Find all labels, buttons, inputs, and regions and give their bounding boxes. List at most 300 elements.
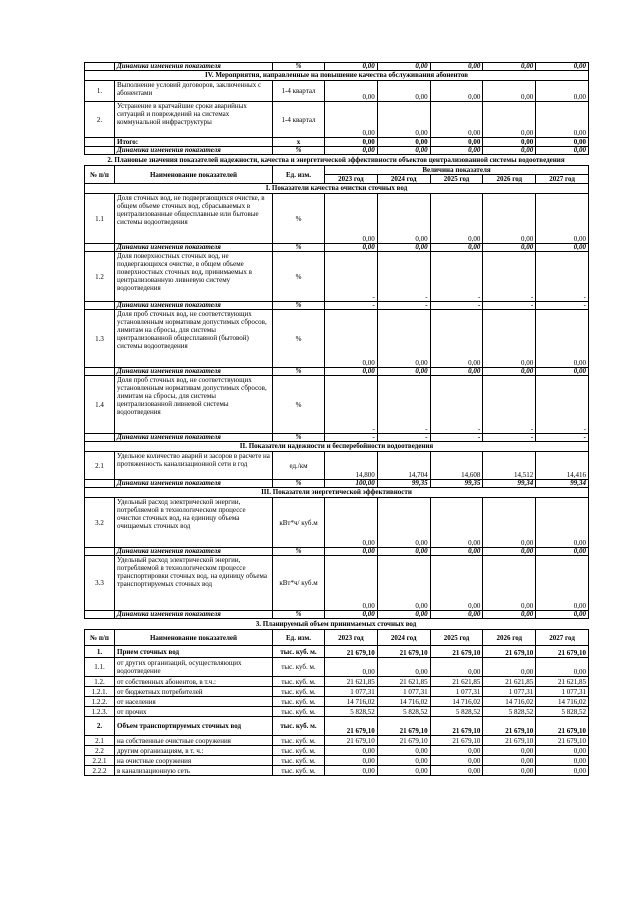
empty-cell	[85, 434, 115, 442]
value-cell: 0,00	[325, 368, 378, 376]
value-cell: 0,00	[377, 244, 430, 252]
table-row	[85, 677, 589, 687]
table-row	[85, 658, 589, 677]
row-number: 2.1	[85, 736, 115, 746]
unit-cell: тыс. куб. м.	[273, 756, 325, 766]
value-cell: 0,00	[483, 498, 536, 548]
header-value: Величина показателя	[325, 166, 589, 175]
section-3-caption: 3. Планируемый объем принимаемых сточных вод	[255, 620, 417, 628]
value-cell: 5 828,52	[430, 707, 483, 717]
table-row	[85, 556, 589, 611]
value-cell: 0,00	[483, 556, 536, 611]
unit-cell: тыс. куб. м.	[273, 697, 325, 707]
row-number: 2.2.1	[85, 756, 115, 766]
unit-cell: %	[273, 310, 325, 368]
row-number: 2.	[85, 717, 115, 736]
value-cell: 21 679,10	[536, 646, 589, 658]
section-header-row	[85, 71, 589, 81]
indicator-name: Устранение в кратчайшие сроки аварийных ситуаций и повреждений на системах коммунальной инфраструктуры	[115, 102, 273, 138]
value-cell: 0,00	[536, 81, 589, 102]
dynamics-row	[85, 63, 589, 71]
unit-cell: кВт*ч/ куб.м	[273, 498, 325, 548]
value-cell: 0,00	[483, 368, 536, 376]
dynamics-row	[85, 302, 589, 310]
empty-cell	[85, 368, 115, 376]
value-cell: 21 679,10	[483, 646, 536, 658]
value-cell: 14,416	[536, 452, 589, 480]
value-cell: 14,704	[377, 452, 430, 480]
dynamics-label: Динамика изменения показателя	[115, 480, 273, 488]
value-cell: -	[536, 434, 589, 442]
value-cell: 0,00	[536, 368, 589, 376]
value-cell: 0,00	[377, 147, 430, 155]
table-row	[85, 81, 589, 102]
value-cell: 99,34	[536, 480, 589, 488]
value-cell: 0,00	[325, 746, 378, 756]
dynamics-label: Динамика изменения показателя	[115, 244, 273, 252]
unit-cell: ед./км	[273, 452, 325, 480]
value-cell: 0,00	[377, 310, 430, 368]
table-row	[85, 756, 589, 766]
value-cell: 5 828,52	[536, 707, 589, 717]
dynamics-label: Динамика изменения показателя	[115, 63, 273, 71]
dynamics-row	[85, 147, 589, 155]
empty-cell	[85, 138, 115, 147]
year-header: 2027 год	[536, 630, 589, 646]
row-number: 2.1	[85, 452, 115, 480]
document-page	[84, 62, 588, 776]
value-cell: -	[430, 434, 483, 442]
value-cell: 21 679,10	[536, 717, 589, 736]
unit-cell: кВт*ч/ куб.м	[273, 556, 325, 611]
total-label: Итого:	[115, 138, 273, 147]
value-cell: 21 679,10	[536, 736, 589, 746]
indicator-name: от населения	[115, 697, 273, 707]
empty-cell	[85, 63, 115, 71]
value-cell: 0,00	[325, 147, 378, 155]
section-2-caption: 2. Плановые значения показателей надежности, качества и энергетической эффективности объектов централизованной системы водоотведения	[107, 156, 565, 164]
value-cell: 21 679,10	[430, 646, 483, 658]
value-cell: 1 077,31	[536, 687, 589, 697]
value-cell: 0,00	[536, 766, 589, 776]
header-unit: Ед. изм.	[273, 630, 325, 646]
year-header: 2026 год	[483, 630, 536, 646]
value-cell: 14,800	[325, 452, 378, 480]
value-cell: 0,00	[536, 194, 589, 244]
value-cell: 21 621,85	[430, 677, 483, 687]
table-row	[85, 102, 589, 138]
table-row	[85, 194, 589, 244]
year-header: 2025 год	[430, 630, 483, 646]
value-cell: 21 679,10	[325, 717, 378, 736]
value-cell: 0,00	[325, 138, 378, 147]
year-header: 2026 год	[483, 175, 536, 184]
value-cell: 21 679,10	[483, 717, 536, 736]
value-cell: -	[430, 252, 483, 302]
value-cell: 21 679,10	[377, 736, 430, 746]
value-cell: 0,00	[377, 138, 430, 147]
indicator-name: от других организаций, осуществляющих водоотведение	[115, 658, 273, 677]
indicator-name: другим организациям, в т. ч.:	[115, 746, 273, 756]
value-cell: 0,00	[377, 746, 430, 756]
value-cell: 21 621,85	[377, 677, 430, 687]
value-cell: 21 621,85	[325, 677, 378, 687]
empty-cell	[85, 480, 115, 488]
value-cell: 0,00	[430, 746, 483, 756]
value-cell: -	[377, 376, 430, 434]
value-cell: 0,00	[483, 81, 536, 102]
unit-cell: %	[273, 376, 325, 434]
value-cell: 0,00	[377, 498, 430, 548]
indicator-name: Прием сточных вод	[115, 646, 273, 658]
dynamics-row	[85, 434, 589, 442]
year-header: 2024 год	[377, 175, 430, 184]
unit-cell: %	[273, 368, 325, 376]
dynamics-label: Динамика изменения показателя	[115, 548, 273, 556]
unit-cell: %	[273, 194, 325, 244]
value-cell: 0,00	[377, 194, 430, 244]
row-number: 1.1	[85, 194, 115, 244]
value-cell: 21 679,10	[377, 646, 430, 658]
unit-cell: %	[273, 302, 325, 310]
empty-cell	[85, 611, 115, 619]
row-number: 1.2.	[85, 677, 115, 687]
value-cell: 0,00	[377, 63, 430, 71]
row-number: 2.	[85, 102, 115, 138]
value-cell: -	[325, 302, 378, 310]
section-header-row	[85, 442, 589, 452]
value-cell: 0,00	[325, 63, 378, 71]
header-unit: Ед. изм.	[273, 166, 325, 184]
value-cell: -	[483, 302, 536, 310]
value-cell: 0,00	[430, 138, 483, 147]
row-number: 3.2	[85, 498, 115, 548]
header-name: Наименование показателей	[115, 630, 273, 646]
unit-cell: тыс. куб. м.	[273, 717, 325, 736]
value-cell: 14 716,02	[325, 697, 378, 707]
value-cell: -	[430, 376, 483, 434]
row-number: 2.2.2	[85, 766, 115, 776]
value-cell: 1 077,31	[430, 687, 483, 697]
value-cell: 0,00	[536, 147, 589, 155]
indicator-name: Объем транспортируемых сточных вод	[115, 717, 273, 736]
table-row	[85, 252, 589, 302]
value-cell: 0,00	[430, 63, 483, 71]
value-cell: 0,00	[430, 81, 483, 102]
unit-cell: тыс. куб. м.	[273, 746, 325, 756]
value-cell: -	[483, 252, 536, 302]
value-cell: 0,00	[430, 548, 483, 556]
year-header: 2024 год	[377, 630, 430, 646]
value-cell: 0,00	[536, 556, 589, 611]
value-cell: 0,00	[325, 556, 378, 611]
value-cell: 0,00	[325, 244, 378, 252]
value-cell: 0,00	[325, 498, 378, 548]
value-cell: 21 679,10	[325, 646, 378, 658]
value-cell: 100,00	[325, 480, 378, 488]
value-cell: 0,00	[536, 138, 589, 147]
unit-cell: %	[273, 244, 325, 252]
indicator-name: Доля проб сточных вод, не соответствующих установленным нормативам допустимых сбросов, лимитам на сбросы, для системы централизованной ливневой системы водоотведения	[115, 376, 273, 434]
row-number: 1.	[85, 81, 115, 102]
year-header: 2025 год	[430, 175, 483, 184]
table-section-4	[84, 62, 589, 155]
indicator-name: на очистные сооружения	[115, 756, 273, 766]
value-cell: 14 716,02	[483, 697, 536, 707]
table-row	[85, 498, 589, 548]
dynamics-row	[85, 368, 589, 376]
value-cell: 0,00	[325, 310, 378, 368]
value-cell: 0,00	[430, 194, 483, 244]
section-header-row	[85, 184, 589, 194]
value-cell: 0,00	[536, 102, 589, 138]
value-cell: 0,00	[483, 138, 536, 147]
table-section-3	[84, 629, 589, 776]
indicator-name: от собственных абонентов, в т.ч.:	[115, 677, 273, 687]
row-number: 1.2.1.	[85, 687, 115, 697]
indicator-name: Удельный расход электрической энергии, потребляемой в технологическом процессе транспортировки сточных вод, на единицу объема транспортируемых сточных вод	[115, 556, 273, 611]
value-cell: 0,00	[483, 548, 536, 556]
value-cell: 1 077,31	[483, 687, 536, 697]
value-cell: 21 621,85	[536, 677, 589, 687]
value-cell: 0,00	[325, 194, 378, 244]
value-cell: 0,00	[377, 102, 430, 138]
value-cell: -	[377, 252, 430, 302]
value-cell: 0,00	[430, 498, 483, 548]
dynamics-label: Динамика изменения показателя	[115, 302, 273, 310]
value-cell: 0,00	[430, 102, 483, 138]
unit-cell: х	[273, 138, 325, 147]
unit-cell: %	[273, 611, 325, 619]
table-row	[85, 687, 589, 697]
header-num: № п/п	[85, 166, 115, 184]
value-cell: 0,00	[483, 766, 536, 776]
indicator-name: Доля сточных вод, не подвергающихся очистке, в общем объеме сточных вод, сбрасываемых в централизованные общесплавные или бытовые системы водоотведения	[115, 194, 273, 244]
value-cell: 0,00	[536, 548, 589, 556]
value-cell: 0,00	[325, 102, 378, 138]
value-cell: 14,608	[430, 452, 483, 480]
indicator-name: Доля поверхностных сточных вод, не подвергающихся очистке, в общем объеме поверхностных сточных вод, принимаемых в централизованную ливневую систему водоотведения	[115, 252, 273, 302]
table-row	[85, 697, 589, 707]
row-number: 1.1.	[85, 658, 115, 677]
header-name: Наименование показателей	[115, 166, 273, 184]
dynamics-label: Динамика изменения показателя	[115, 147, 273, 155]
value-cell: 0,00	[483, 658, 536, 677]
value-cell: -	[377, 434, 430, 442]
value-cell: 21 679,10	[483, 736, 536, 746]
indicator-name: от бюджетных потребителей	[115, 687, 273, 697]
unit-cell: %	[273, 480, 325, 488]
value-cell: -	[325, 434, 378, 442]
value-cell: 0,00	[377, 548, 430, 556]
table-row	[85, 707, 589, 717]
table-row	[85, 646, 589, 658]
indicator-name: Удельный расход электрической энергии, потребляемой в технологическом процессе очистки сточных вод, на единицу объема очищаемых сточных вод	[115, 498, 273, 548]
total-row	[85, 138, 589, 147]
value-cell: 1 077,31	[377, 687, 430, 697]
row-number: 1.2.3.	[85, 707, 115, 717]
value-cell: 0,00	[483, 194, 536, 244]
table-row	[85, 746, 589, 756]
value-cell: 0,00	[430, 368, 483, 376]
table-row	[85, 376, 589, 434]
unit-cell: %	[273, 252, 325, 302]
value-cell: 0,00	[430, 766, 483, 776]
value-cell: 99,34	[483, 480, 536, 488]
section-header: IV. Мероприятия, направленные на повышение качества обслуживания абонентов	[85, 71, 589, 81]
value-cell: -	[483, 434, 536, 442]
empty-cell	[85, 548, 115, 556]
unit-cell: %	[273, 63, 325, 71]
value-cell: 0,00	[325, 81, 378, 102]
value-cell: 5 828,52	[325, 707, 378, 717]
value-cell: 0,00	[377, 368, 430, 376]
unit-cell: %	[273, 147, 325, 155]
value-cell: 0,00	[483, 147, 536, 155]
unit-cell: тыс. куб. м.	[273, 707, 325, 717]
value-cell: 99,35	[377, 480, 430, 488]
value-cell: 0,00	[536, 658, 589, 677]
table-section-2	[84, 165, 589, 619]
value-cell: 21 679,10	[377, 717, 430, 736]
value-cell: 14,512	[483, 452, 536, 480]
indicator-name: на собственные очистные сооружения	[115, 736, 273, 746]
value-cell: 1 077,31	[325, 687, 378, 697]
value-cell: 0,00	[536, 756, 589, 766]
value-cell: -	[430, 302, 483, 310]
value-cell: 0,00	[430, 310, 483, 368]
value-cell: 0,00	[536, 310, 589, 368]
table-row	[85, 717, 589, 736]
dynamics-row	[85, 611, 589, 619]
value-cell: -	[536, 252, 589, 302]
value-cell: 21 679,10	[430, 717, 483, 736]
value-cell: 0,00	[325, 766, 378, 776]
year-header: 2027 год	[536, 175, 589, 184]
indicator-name: Доля проб сточных вод, не соответствующих установленным нормативам допустимых сбросов, лимитам на сбросы, для системы централизованной общесплавной (бытовой) системы водоотведения	[115, 310, 273, 368]
value-cell: 0,00	[377, 766, 430, 776]
dynamics-label: Динамика изменения показателя	[115, 611, 273, 619]
dynamics-label: Динамика изменения показателя	[115, 434, 273, 442]
unit-cell: тыс. куб. м.	[273, 766, 325, 776]
empty-cell	[85, 244, 115, 252]
value-cell: 0,00	[430, 244, 483, 252]
value-cell: 0,00	[536, 244, 589, 252]
table-row	[85, 736, 589, 746]
value-cell: 21 621,85	[483, 677, 536, 687]
indicator-name: Выполнение условий договоров, заключенных с абонентами	[115, 81, 273, 102]
unit-cell: тыс. куб. м.	[273, 646, 325, 658]
value-cell: 0,00	[377, 556, 430, 611]
value-cell: 0,00	[430, 658, 483, 677]
dynamics-row	[85, 480, 589, 488]
value-cell: 0,00	[483, 244, 536, 252]
unit-cell: тыс. куб. м.	[273, 677, 325, 687]
unit-cell: тыс. куб. м.	[273, 736, 325, 746]
value-cell: 14 716,02	[430, 697, 483, 707]
value-cell: 0,00	[483, 611, 536, 619]
dynamics-label: Динамика изменения показателя	[115, 368, 273, 376]
value-cell: 0,00	[325, 756, 378, 766]
unit-cell: 1-4 квартал	[273, 81, 325, 102]
row-number: 1.3	[85, 310, 115, 368]
value-cell: 5 828,52	[377, 707, 430, 717]
value-cell: -	[536, 302, 589, 310]
value-cell: 99,35	[430, 480, 483, 488]
table-row	[85, 452, 589, 480]
section-header-row	[85, 488, 589, 498]
indicator-name: Удельное количество аварий и засоров в расчете на протяженность канализационной сети в год	[115, 452, 273, 480]
value-cell: 14 716,02	[536, 697, 589, 707]
section-header: III. Показатели энергетической эффективности	[85, 488, 589, 498]
value-cell: 0,00	[430, 556, 483, 611]
unit-cell: %	[273, 434, 325, 442]
row-number: 1.2	[85, 252, 115, 302]
value-cell: 5 828,52	[483, 707, 536, 717]
empty-cell	[85, 147, 115, 155]
value-cell: 0,00	[483, 746, 536, 756]
indicator-name: от прочих	[115, 707, 273, 717]
value-cell: 0,00	[325, 611, 378, 619]
value-cell: 0,00	[430, 756, 483, 766]
dynamics-row	[85, 548, 589, 556]
value-cell: 0,00	[377, 611, 430, 619]
unit-cell: %	[273, 548, 325, 556]
value-cell: 0,00	[377, 658, 430, 677]
value-cell: 0,00	[536, 498, 589, 548]
unit-cell: 1-4 квартал	[273, 102, 325, 138]
section-header: I. Показатели качества очистки сточных вод	[85, 184, 589, 194]
indicator-name: в канализационную сеть	[115, 766, 273, 776]
header-num: № п/п	[85, 630, 115, 646]
year-header: 2023 год	[325, 630, 378, 646]
table-row	[85, 310, 589, 368]
value-cell: 21 679,10	[325, 736, 378, 746]
row-number: 1.4	[85, 376, 115, 434]
value-cell: 0,00	[325, 548, 378, 556]
row-number: 2.2	[85, 746, 115, 756]
value-cell: -	[325, 252, 378, 302]
dynamics-row	[85, 244, 589, 252]
row-number: 3.3	[85, 556, 115, 611]
value-cell: 0,00	[325, 658, 378, 677]
value-cell: 0,00	[536, 63, 589, 71]
empty-cell	[85, 302, 115, 310]
section-header: II. Показатели надежности и бесперебойности водоотведения	[85, 442, 589, 452]
year-header: 2023 год	[325, 175, 378, 184]
value-cell: 0,00	[377, 81, 430, 102]
unit-cell: тыс. куб. м.	[273, 658, 325, 677]
value-cell: 0,00	[536, 611, 589, 619]
value-cell: 0,00	[483, 102, 536, 138]
row-number: 1.2.2.	[85, 697, 115, 707]
value-cell: 0,00	[483, 63, 536, 71]
value-cell: 21 679,10	[430, 736, 483, 746]
value-cell: 0,00	[483, 756, 536, 766]
value-cell: 0,00	[483, 310, 536, 368]
value-cell: 0,00	[430, 147, 483, 155]
row-number: 1.	[85, 646, 115, 658]
value-cell: 14 716,02	[377, 697, 430, 707]
value-cell: -	[325, 376, 378, 434]
value-cell: -	[536, 376, 589, 434]
value-cell: 0,00	[430, 611, 483, 619]
value-cell: 0,00	[536, 746, 589, 756]
unit-cell: тыс. куб. м.	[273, 687, 325, 697]
value-cell: 0,00	[377, 756, 430, 766]
value-cell: -	[377, 302, 430, 310]
table-row	[85, 766, 589, 776]
